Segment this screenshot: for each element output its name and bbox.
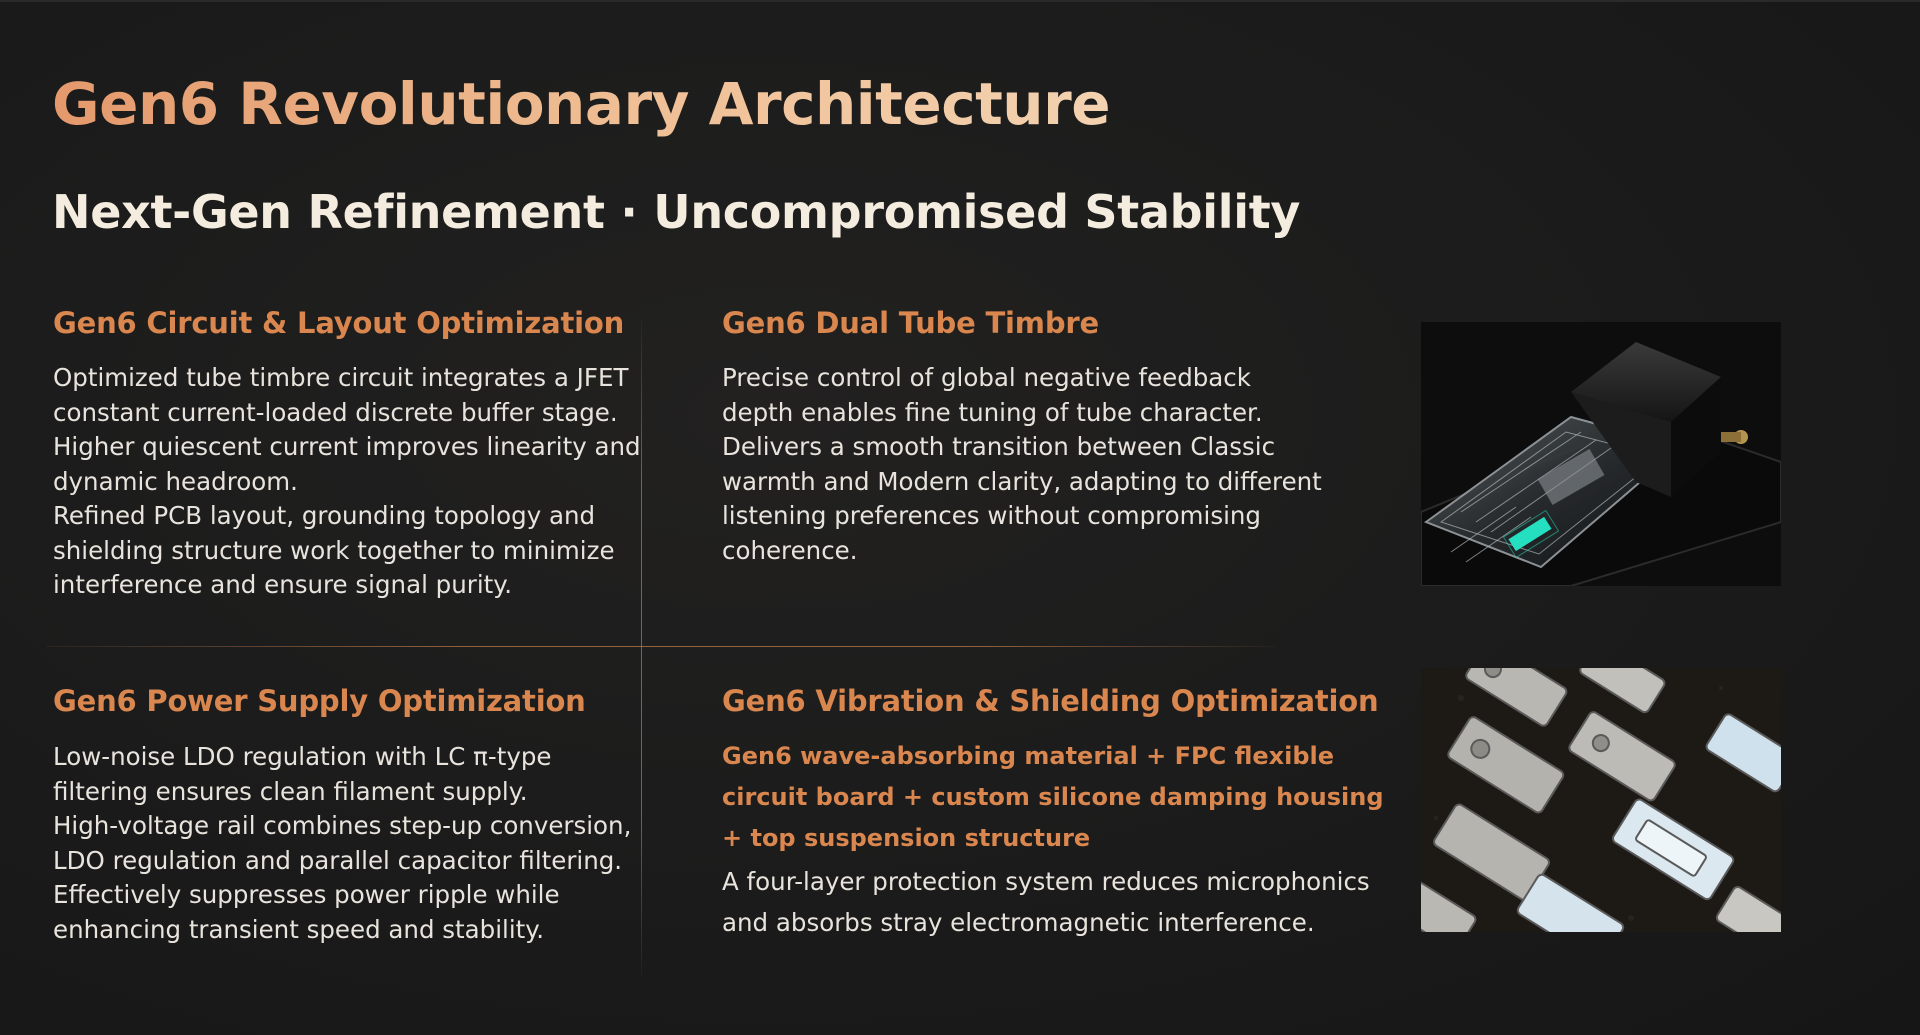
vibration-line: and absorbs stray electromagnetic interference. bbox=[722, 908, 1315, 937]
circuit-line: constant current-loaded discrete buffer stage. bbox=[53, 397, 618, 427]
tube-line: Delivers a smooth transition between Classic bbox=[722, 432, 1276, 461]
circuit-line: Refined PCB layout, grounding topology and bbox=[53, 501, 596, 530]
circuit-line: interference and ensure signal purity. bbox=[53, 570, 513, 599]
power-body bbox=[53, 740, 631, 947]
circuit-line: Higher quiescent current improves linearity and bbox=[53, 432, 641, 461]
tube-heading: Gen6 Dual Tube Timbre bbox=[722, 306, 1099, 340]
page-subtitle: Next-Gen Refinement · Uncompromised Stability bbox=[52, 185, 1301, 239]
tube-line: listening preferences without compromising bbox=[722, 501, 1261, 530]
tube-line: Precise control of global negative feedback bbox=[722, 363, 1251, 392]
power-line: enhancing transient speed and stability. bbox=[53, 914, 545, 944]
circuit-line: shielding structure work together to minimize bbox=[53, 535, 615, 565]
tube-module-illustration bbox=[1421, 322, 1781, 586]
circuit-heading: Gen6 Circuit & Layout Optimization bbox=[53, 306, 625, 340]
vibration-accent-line: + top suspension structure bbox=[722, 824, 1091, 852]
power-line: filtering ensures clean filament supply. bbox=[53, 776, 528, 806]
circuit-body bbox=[53, 361, 641, 603]
power-line: Low-noise LDO regulation with LC π-type bbox=[53, 742, 552, 771]
tube-line: depth enables fine tuning of tube character. bbox=[722, 397, 1263, 427]
vibration-accent-line: Gen6 wave-absorbing material + FPC flexible bbox=[722, 742, 1335, 770]
top-border bbox=[0, 0, 1920, 2]
power-line: High-voltage rail combines step-up conversion, bbox=[53, 811, 632, 840]
page-title: Gen6 Revolutionary Architecture bbox=[52, 70, 1111, 138]
tube-body bbox=[722, 361, 1322, 568]
power-line: LDO regulation and parallel capacitor filtering. bbox=[53, 845, 623, 875]
tube-line: coherence. bbox=[722, 535, 858, 565]
power-line: Effectively suppresses power ripple while bbox=[53, 880, 560, 909]
tube-module-photo bbox=[1421, 322, 1781, 586]
vibration-highlight bbox=[722, 736, 1384, 859]
module-array-photo bbox=[1421, 668, 1781, 932]
tube-line: warmth and Modern clarity, adapting to different bbox=[722, 466, 1322, 496]
vibration-body bbox=[722, 861, 1370, 943]
module-array-illustration bbox=[1421, 668, 1781, 932]
vibration-heading: Gen6 Vibration & Shielding Optimization bbox=[722, 684, 1379, 718]
circuit-line: dynamic headroom. bbox=[53, 466, 298, 496]
horizontal-divider bbox=[46, 646, 1276, 647]
power-heading: Gen6 Power Supply Optimization bbox=[53, 684, 586, 718]
circuit-line: Optimized tube timbre circuit integrates a JFET bbox=[53, 363, 629, 392]
vibration-line: A four-layer protection system reduces microphonics bbox=[722, 867, 1370, 896]
vertical-divider bbox=[641, 320, 642, 975]
vibration-accent-line: circuit board + custom silicone damping housing bbox=[722, 783, 1384, 811]
